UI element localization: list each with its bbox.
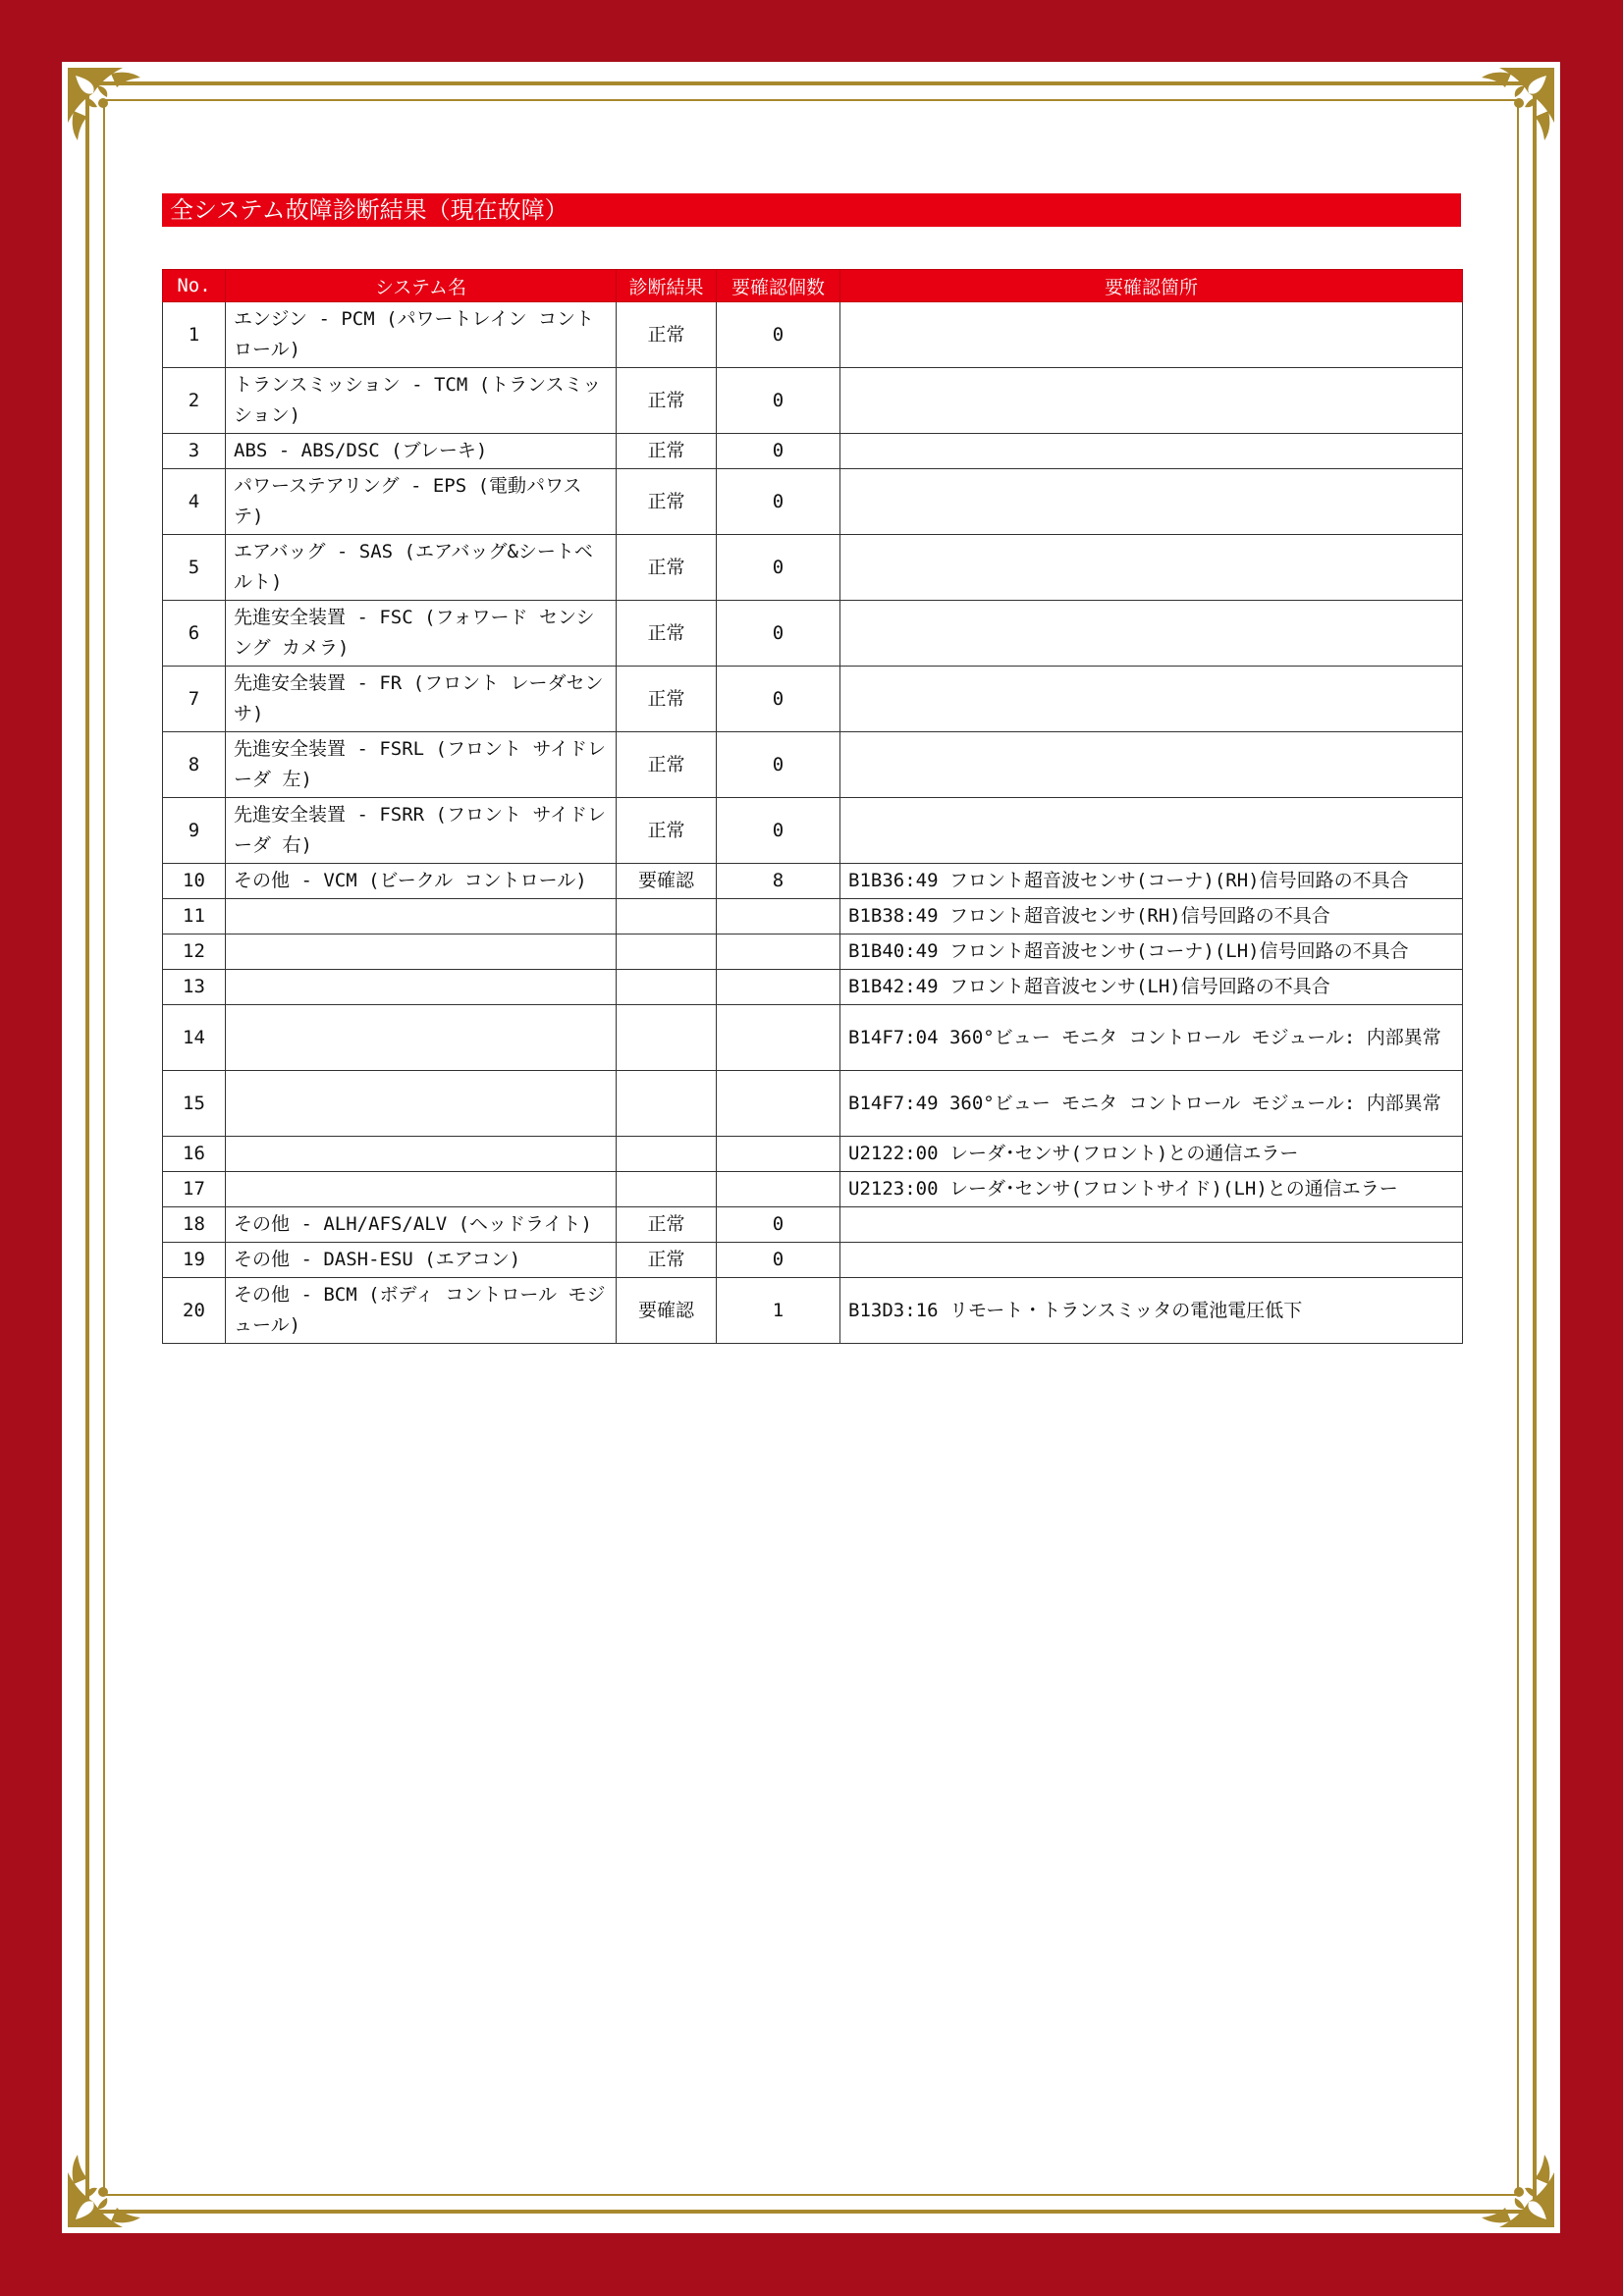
- diagnosis-table: [162, 269, 1463, 1344]
- table-row: [163, 1172, 1463, 1207]
- row-count: 0: [717, 1207, 840, 1243]
- row-system: 先進安全装置 - FR (フロント レーダセンサ): [226, 667, 617, 732]
- row-system: エアバッグ - SAS (エアバッグ&シートベルト): [226, 535, 617, 601]
- row-system: 先進安全装置 - FSRL (フロント サイドレーダ 左): [226, 732, 617, 798]
- row-location: B1B36:49 フロント超音波センサ(コーナ)(RH)信号回路の不具合: [840, 864, 1463, 899]
- row-location: [840, 368, 1463, 434]
- column-header-no: No.: [163, 270, 226, 302]
- table-row: [163, 469, 1463, 535]
- row-system: その他 - BCM (ボディ コントロール モジュール): [226, 1278, 617, 1344]
- table-row: [163, 1071, 1463, 1137]
- row-location: [840, 535, 1463, 601]
- row-system: その他 - ALH/AFS/ALV (ヘッドライト): [226, 1207, 617, 1243]
- row-system: [226, 970, 617, 1005]
- row-result: [617, 899, 717, 934]
- row-count: [717, 899, 840, 934]
- row-no: 14: [163, 1005, 226, 1071]
- row-no: 20: [163, 1278, 226, 1344]
- row-no: 13: [163, 970, 226, 1005]
- row-result: 正常: [617, 434, 717, 469]
- row-system: [226, 934, 617, 970]
- row-no: 4: [163, 469, 226, 535]
- row-system: パワーステアリング - EPS (電動パワステ): [226, 469, 617, 535]
- row-system: 先進安全装置 - FSC (フォワード センシング カメラ): [226, 601, 617, 667]
- row-result: 正常: [617, 732, 717, 798]
- row-system: [226, 899, 617, 934]
- table-row: [163, 535, 1463, 601]
- table-header-row: [163, 270, 1463, 302]
- row-no: 19: [163, 1243, 226, 1278]
- row-result: 正常: [617, 535, 717, 601]
- report-title: 全システム故障診断結果（現在故障）: [162, 193, 1461, 227]
- table-row: [163, 667, 1463, 732]
- row-count: [717, 970, 840, 1005]
- row-location: [840, 469, 1463, 535]
- row-location: B14F7:04 360°ビュー モニタ コントロール モジュール: 内部異常: [840, 1005, 1463, 1071]
- row-location: [840, 667, 1463, 732]
- row-location: [840, 1243, 1463, 1278]
- row-result: [617, 1137, 717, 1172]
- row-system: [226, 1172, 617, 1207]
- row-location: B1B40:49 フロント超音波センサ(コーナ)(LH)信号回路の不具合: [840, 934, 1463, 970]
- table-row: [163, 434, 1463, 469]
- row-no: 8: [163, 732, 226, 798]
- row-result: 正常: [617, 798, 717, 864]
- row-location: U2122:00 レーダ･センサ(フロント)との通信エラー: [840, 1137, 1463, 1172]
- row-no: 12: [163, 934, 226, 970]
- row-count: 0: [717, 535, 840, 601]
- row-system: その他 - VCM (ビークル コントロール): [226, 864, 617, 899]
- row-system: [226, 1137, 617, 1172]
- row-system: ABS - ABS/DSC (ブレーキ): [226, 434, 617, 469]
- row-system: [226, 1071, 617, 1137]
- row-count: 0: [717, 798, 840, 864]
- row-system: [226, 1005, 617, 1071]
- row-no: 3: [163, 434, 226, 469]
- row-location: U2123:00 レーダ･センサ(フロントサイド)(LH)との通信エラー: [840, 1172, 1463, 1207]
- column-header-location: 要確認箇所: [840, 270, 1463, 302]
- row-count: 0: [717, 469, 840, 535]
- row-result: 正常: [617, 469, 717, 535]
- corner-ornament-icon: [64, 64, 157, 157]
- table-row: [163, 1005, 1463, 1071]
- row-system: その他 - DASH-ESU (エアコン): [226, 1243, 617, 1278]
- row-system: トランスミッション - TCM (トランスミッション): [226, 368, 617, 434]
- row-no: 16: [163, 1137, 226, 1172]
- row-count: 0: [717, 732, 840, 798]
- table-row: [163, 1243, 1463, 1278]
- row-no: 11: [163, 899, 226, 934]
- row-result: [617, 934, 717, 970]
- column-header-count: 要確認個数: [717, 270, 840, 302]
- row-result: [617, 1172, 717, 1207]
- row-location: [840, 798, 1463, 864]
- row-count: [717, 934, 840, 970]
- corner-ornament-icon: [1465, 2138, 1558, 2231]
- row-location: [840, 302, 1463, 368]
- row-count: 8: [717, 864, 840, 899]
- row-no: 15: [163, 1071, 226, 1137]
- row-count: 0: [717, 601, 840, 667]
- row-location: [840, 1207, 1463, 1243]
- row-no: 6: [163, 601, 226, 667]
- row-no: 10: [163, 864, 226, 899]
- row-result: [617, 970, 717, 1005]
- row-result: [617, 1005, 717, 1071]
- row-no: 17: [163, 1172, 226, 1207]
- row-result: 正常: [617, 1207, 717, 1243]
- column-header-system: システム名: [226, 270, 617, 302]
- table-row: [163, 798, 1463, 864]
- row-system: 先進安全装置 - FSRR (フロント サイドレーダ 右): [226, 798, 617, 864]
- row-result: 要確認: [617, 864, 717, 899]
- table-row: [163, 970, 1463, 1005]
- table-row: [163, 601, 1463, 667]
- table-row: [163, 1278, 1463, 1344]
- row-count: [717, 1071, 840, 1137]
- table-row: [163, 934, 1463, 970]
- row-location: [840, 732, 1463, 798]
- row-count: [717, 1172, 840, 1207]
- report-page: [62, 62, 1560, 2233]
- table-row: [163, 864, 1463, 899]
- row-location: B1B38:49 フロント超音波センサ(RH)信号回路の不具合: [840, 899, 1463, 934]
- row-location: B1B42:49 フロント超音波センサ(LH)信号回路の不具合: [840, 970, 1463, 1005]
- corner-ornament-icon: [64, 2138, 157, 2231]
- table-row: [163, 302, 1463, 368]
- row-count: 0: [717, 368, 840, 434]
- corner-ornament-icon: [1465, 64, 1558, 157]
- row-system: エンジン - PCM (パワートレイン コントロール): [226, 302, 617, 368]
- row-location: [840, 601, 1463, 667]
- row-location: [840, 434, 1463, 469]
- row-result: 正常: [617, 368, 717, 434]
- row-no: 7: [163, 667, 226, 732]
- row-count: 0: [717, 1243, 840, 1278]
- row-no: 1: [163, 302, 226, 368]
- row-no: 18: [163, 1207, 226, 1243]
- row-result: 正常: [617, 601, 717, 667]
- table-row: [163, 1137, 1463, 1172]
- row-no: 9: [163, 798, 226, 864]
- row-count: [717, 1137, 840, 1172]
- row-result: 正常: [617, 302, 717, 368]
- row-no: 5: [163, 535, 226, 601]
- row-count: 0: [717, 434, 840, 469]
- row-result: [617, 1071, 717, 1137]
- table-row: [163, 732, 1463, 798]
- row-location: B13D3:16 リモート・トランスミッタの電池電圧低下: [840, 1278, 1463, 1344]
- row-count: 0: [717, 667, 840, 732]
- table-row: [163, 368, 1463, 434]
- column-header-result: 診断結果: [617, 270, 717, 302]
- row-count: 1: [717, 1278, 840, 1344]
- row-no: 2: [163, 368, 226, 434]
- row-result: 正常: [617, 667, 717, 732]
- row-location: B14F7:49 360°ビュー モニタ コントロール モジュール: 内部異常: [840, 1071, 1463, 1137]
- row-result: 要確認: [617, 1278, 717, 1344]
- row-count: 0: [717, 302, 840, 368]
- row-count: [717, 1005, 840, 1071]
- table-row: [163, 1207, 1463, 1243]
- table-row: [163, 899, 1463, 934]
- row-result: 正常: [617, 1243, 717, 1278]
